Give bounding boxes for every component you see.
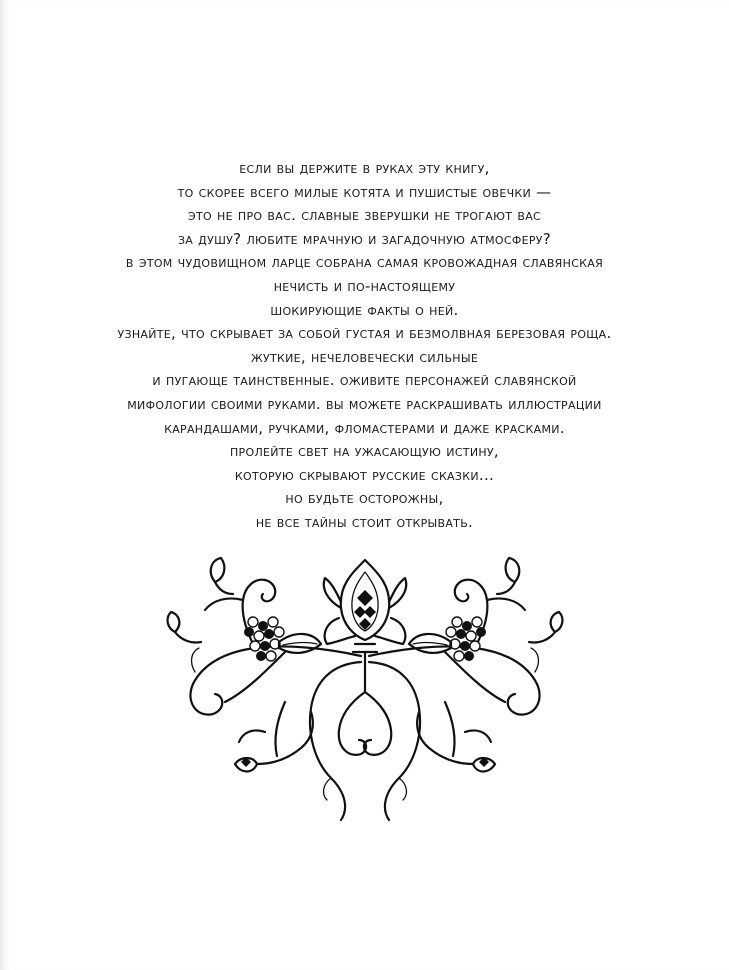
text-line: жуткие, нечеловечески сильные xyxy=(250,347,479,366)
text-line: узнайте, что скрывает за собой густая и безмолвная березовая роща. xyxy=(117,324,612,343)
text-line: которую скрывают русские сказки... xyxy=(234,465,495,484)
left-flourish-icon xyxy=(168,558,361,772)
central-tulip-icon xyxy=(324,560,406,652)
text-line: не все тайны стоит открывать. xyxy=(255,512,474,531)
text-line: шокирующие факты о ней. xyxy=(270,300,459,319)
text-line: мифологии своими руками. вы можете раскрашивать иллюстрации xyxy=(127,394,602,413)
text-line: за душу? любите мрачную и загадочную атмосферу? xyxy=(177,229,552,248)
text-line: если вы держите в руках эту книгу, xyxy=(239,159,490,177)
text-line: карандашами, ручками, фломастерами и даже красками. xyxy=(164,418,565,437)
text-line: это не про вас. славные зверушки не трогают вас xyxy=(187,206,542,225)
text-line: в этом чудовищном ларце собрана самая кровожадная славянская xyxy=(125,253,604,272)
central-stem-icon xyxy=(310,652,420,820)
text-line: но будьте осторожны, xyxy=(285,489,444,508)
text-line: и пугающе таинственные. оживите персонажей славянской xyxy=(152,371,577,390)
text-line: пролейте свет на ужасающую истину, xyxy=(229,442,499,461)
floral-ornament-icon xyxy=(155,552,575,828)
text-line: то скорее всего милые котята и пушистые овечки — xyxy=(177,182,552,201)
right-flourish-icon xyxy=(369,558,562,772)
intro-paragraph xyxy=(0,157,729,535)
text-line: нечисть и по-настоящему xyxy=(273,276,456,295)
